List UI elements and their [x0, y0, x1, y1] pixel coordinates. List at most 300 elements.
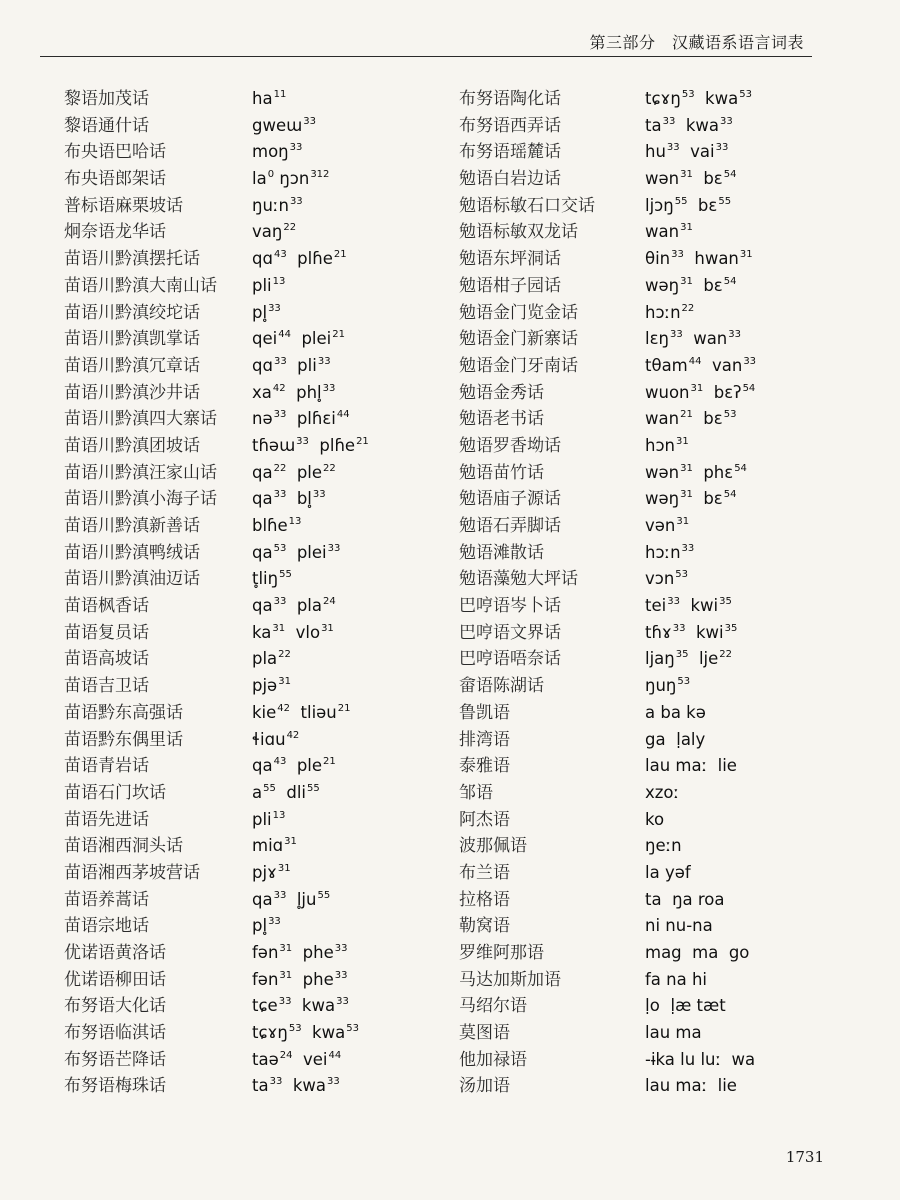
- syllable: kwa: [291, 996, 336, 1016]
- language-name: 布努语临淇话: [64, 1023, 166, 1044]
- language-name: 苗语川黔滇摆托话: [64, 249, 200, 270]
- language-name: 布央语郎架话: [64, 169, 166, 190]
- transcription: [252, 139, 302, 169]
- tone-number: 53: [681, 89, 695, 100]
- language-name: 苗语川黔滇油迈话: [64, 569, 200, 590]
- tone-number: 33: [312, 489, 326, 501]
- language-name: 勉语藻勉大坪话: [459, 569, 578, 590]
- tone-number: 33: [334, 943, 348, 954]
- syllable: ŋɔn: [274, 169, 310, 189]
- language-name: 苗语川黔滇汪家山话: [64, 462, 217, 483]
- transcription: [252, 380, 335, 410]
- syllable: pl̥: [252, 916, 268, 936]
- syllable: hwan: [683, 249, 739, 269]
- transcription: [645, 246, 753, 276]
- transcription: [645, 86, 752, 116]
- syllable: bɛʔ: [703, 382, 742, 402]
- tone-number: 21: [356, 435, 369, 447]
- language-name: 优诺语黄洛话: [64, 943, 166, 963]
- language-name: 勉语滩散话: [459, 542, 544, 563]
- tone-number: 31: [680, 489, 693, 501]
- transcription: [252, 593, 336, 623]
- syllable: bɛ: [687, 195, 718, 215]
- syllable: tɦəɯ: [252, 435, 296, 455]
- language-name: 黎语通什话: [64, 115, 149, 136]
- transcription: [252, 219, 296, 249]
- syllable: blɦe: [252, 516, 288, 535]
- tone-number: 22: [273, 462, 287, 474]
- transcription: [252, 940, 347, 970]
- tone-number: 31: [279, 969, 293, 981]
- transcription: [252, 486, 326, 516]
- transcription: [252, 326, 345, 356]
- syllable: nə: [252, 409, 273, 429]
- transcription: [252, 753, 336, 783]
- tone-number: 33: [322, 382, 336, 394]
- language-name: 波那佩语: [459, 836, 527, 857]
- syllable: gweɯ: [252, 115, 303, 135]
- tone-number: 53: [675, 569, 689, 581]
- language-name: 畲语陈湖话: [459, 676, 544, 697]
- transcription: [645, 139, 728, 169]
- tone-number: 31: [272, 622, 286, 634]
- syllable: fa na hi: [645, 969, 708, 989]
- syllable: bɛ: [692, 409, 723, 429]
- syllable: qɑ: [252, 249, 273, 269]
- tone-number: 33: [268, 916, 281, 928]
- syllable: xzoː: [645, 782, 680, 802]
- syllable: plei: [290, 329, 332, 349]
- tone-number: 31: [278, 676, 291, 688]
- transcription: [645, 673, 690, 703]
- tone-number: 33: [743, 355, 757, 367]
- language-name: 勉语罗香坳话: [459, 435, 561, 456]
- tone-number: 33: [303, 115, 316, 127]
- syllable: vlo: [285, 622, 321, 642]
- tone-number: 33: [681, 542, 695, 554]
- transcription: [252, 460, 336, 490]
- tone-number: 44: [688, 355, 702, 367]
- syllable: ple: [286, 756, 323, 776]
- syllable: pjɤ: [252, 862, 277, 882]
- transcription: [252, 887, 330, 917]
- tone-number: 11: [273, 89, 287, 100]
- syllable: a: [252, 782, 263, 802]
- transcription: [645, 1047, 755, 1074]
- language-name: 苗语先进话: [64, 809, 149, 830]
- language-name: 勉语金门览金话: [459, 302, 578, 323]
- syllable: plɦe: [286, 249, 333, 269]
- tone-number: 55: [317, 889, 331, 901]
- transcription: [252, 246, 347, 276]
- syllable: ga ḷaly: [645, 729, 706, 749]
- language-name: 苗语枫香话: [64, 596, 149, 617]
- language-name: 苗语湘西茅坡营话: [64, 862, 200, 883]
- syllable: kwa: [694, 89, 739, 108]
- tone-number: 22: [719, 649, 733, 661]
- transcription: [252, 807, 285, 837]
- tone-number: 35: [724, 622, 738, 634]
- language-name: 优诺语柳田话: [64, 969, 166, 990]
- tone-number: 31: [279, 943, 293, 954]
- tone-number: 54: [742, 382, 756, 394]
- language-name: 勉语苗竹话: [459, 462, 544, 483]
- transcription: [252, 620, 334, 650]
- syllable: ple: [286, 462, 323, 482]
- transcription: [252, 540, 340, 570]
- tone-number: 312: [310, 169, 330, 181]
- syllable: vei: [292, 1049, 328, 1069]
- tone-number: 53: [677, 676, 691, 688]
- tone-number: 33: [672, 622, 686, 634]
- language-name: 勉语金门新寨话: [459, 329, 578, 350]
- transcription: [645, 807, 664, 834]
- tone-number: 33: [336, 996, 349, 1008]
- transcription: [252, 673, 291, 703]
- tone-number: 44: [336, 409, 350, 421]
- tone-number: 33: [326, 1076, 340, 1088]
- tone-number: 31: [284, 836, 297, 848]
- syllable: kwa: [282, 1076, 326, 1096]
- transcription: [645, 513, 689, 543]
- transcription: [645, 193, 731, 223]
- syllable: ka: [252, 622, 272, 642]
- language-name: 布努语芒降话: [64, 1049, 166, 1070]
- syllable: vən: [645, 516, 676, 535]
- syllable: t̥liŋ: [252, 569, 279, 589]
- syllable: tɦɤ: [645, 622, 672, 642]
- transcription: [645, 166, 736, 196]
- language-name: 排湾语: [459, 729, 510, 750]
- syllable: ŋuŋ: [645, 676, 677, 696]
- language-name: 罗维阿那语: [459, 943, 544, 963]
- language-name: 勉语标敏石口交话: [459, 195, 595, 216]
- tone-number: 42: [277, 702, 291, 714]
- tone-number: 33: [728, 329, 741, 341]
- tone-number: 31: [277, 862, 291, 874]
- syllable: θin: [645, 249, 671, 269]
- language-name: 黎语加茂话: [64, 89, 149, 109]
- language-name: 苗语川黔滇新善话: [64, 516, 200, 536]
- syllable: phl̥: [285, 382, 322, 402]
- transcription: [645, 967, 707, 994]
- tone-number: 54: [723, 489, 737, 501]
- syllable: wən: [645, 462, 680, 482]
- tone-number: 33: [273, 489, 287, 501]
- transcription: [252, 166, 329, 196]
- syllable: wan: [645, 222, 680, 242]
- syllable: qa: [252, 756, 273, 776]
- language-name: 鲁凯语: [459, 702, 510, 723]
- transcription: [645, 993, 726, 1020]
- transcription: [645, 940, 749, 967]
- tone-number: 21: [680, 409, 693, 421]
- transcription: [645, 780, 679, 807]
- syllable: ŋuːn: [252, 195, 289, 215]
- language-name: 布央语巴哈话: [64, 142, 166, 163]
- syllable: phe: [292, 943, 334, 962]
- tone-number: 33: [278, 996, 292, 1008]
- syllable: lɛŋ: [645, 329, 669, 349]
- syllable: tɕɤŋ: [252, 1023, 288, 1043]
- transcription: [645, 326, 741, 356]
- syllable: ljɔŋ: [645, 195, 674, 215]
- syllable: vai: [679, 142, 715, 162]
- transcription: [252, 193, 303, 223]
- language-name: 苗语川黔滇四大寨话: [64, 409, 217, 430]
- transcription: [645, 1073, 737, 1100]
- syllable: tɕe: [252, 996, 278, 1016]
- syllable: wəŋ: [645, 275, 680, 295]
- language-name: 苗语黔东高强话: [64, 702, 183, 723]
- syllable: ta ŋa roa: [645, 889, 725, 909]
- syllable: moŋ: [252, 142, 289, 162]
- language-name: 苗语吉卫话: [64, 676, 149, 697]
- tone-number: 35: [719, 596, 732, 608]
- transcription: [252, 780, 320, 810]
- transcription: [645, 593, 732, 623]
- transcription: [645, 833, 682, 860]
- syllable: lau maː lie: [645, 756, 737, 776]
- syllable: bɛ: [692, 489, 723, 509]
- transcription: [645, 380, 755, 410]
- syllable: la: [252, 169, 267, 189]
- tone-number: 53: [273, 542, 287, 554]
- tone-number: 42: [286, 729, 300, 741]
- transcription: [252, 700, 351, 730]
- syllable: la yəf: [645, 862, 691, 882]
- syllable: pli: [252, 809, 272, 829]
- syllable: dli: [275, 782, 306, 802]
- language-name: 巴哼语文界话: [459, 622, 561, 643]
- transcription: [252, 913, 281, 943]
- syllable: plɦe: [308, 435, 356, 455]
- transcription: [645, 353, 756, 383]
- tone-number: 33: [666, 142, 680, 154]
- transcription: [645, 887, 725, 914]
- syllable: lau ma: [645, 1023, 702, 1043]
- transcription: [252, 967, 347, 997]
- syllable: qa: [252, 489, 273, 509]
- language-name: 苗语川黔滇大南山话: [64, 275, 217, 296]
- language-name: 布努语梅珠话: [64, 1076, 166, 1097]
- tone-number: 33: [296, 435, 309, 447]
- tone-number: 33: [269, 1076, 283, 1088]
- tone-number: 22: [323, 462, 336, 474]
- tone-number: 31: [680, 275, 693, 287]
- language-name: 苗语复员话: [64, 622, 149, 643]
- tone-number: 24: [323, 596, 336, 608]
- tone-number: 53: [346, 1023, 359, 1035]
- tone-number: 21: [323, 756, 336, 768]
- syllable: qɑ: [252, 355, 273, 375]
- tone-number: 21: [337, 702, 351, 714]
- transcription: [252, 993, 349, 1023]
- tone-number: 33: [273, 596, 287, 608]
- syllable: hu: [645, 142, 666, 162]
- transcription: [252, 833, 297, 863]
- language-name: 勉语白岩边话: [459, 169, 561, 190]
- syllable: xa: [252, 382, 272, 402]
- tone-number: 44: [328, 1049, 342, 1061]
- transcription: [645, 753, 737, 780]
- header-title: 第三部分 汉藏语系语言词表: [589, 33, 804, 52]
- syllable: pla: [286, 596, 322, 616]
- tone-number: 55: [263, 782, 276, 794]
- language-name: 炯奈语龙华话: [64, 222, 166, 243]
- syllable: vɔn: [645, 569, 675, 589]
- transcription: [252, 513, 301, 543]
- syllable: wan: [645, 409, 680, 429]
- language-name: 布兰语: [459, 862, 510, 883]
- transcription: [645, 646, 732, 676]
- tone-number: 33: [334, 969, 348, 981]
- syllable: pl̥: [252, 302, 268, 322]
- syllable: kwi: [685, 622, 724, 642]
- syllable: kwa: [675, 115, 719, 135]
- transcription: [252, 1047, 341, 1077]
- syllable: phɛ: [692, 462, 734, 482]
- syllable: qa: [252, 596, 273, 616]
- tone-number: 0: [267, 169, 275, 181]
- language-name: 勉语庙子源话: [459, 489, 561, 510]
- transcription: [645, 860, 691, 887]
- language-name: 勉语金秀话: [459, 382, 544, 403]
- syllable: van: [701, 355, 743, 375]
- syllable: wuon: [645, 382, 690, 402]
- transcription: [252, 727, 299, 757]
- syllable: pla: [252, 649, 278, 669]
- tone-number: 31: [321, 622, 334, 634]
- syllable: qa: [252, 889, 273, 909]
- tone-number: 33: [719, 115, 733, 127]
- transcription: [645, 460, 747, 490]
- syllable: bɛ: [692, 275, 723, 295]
- tone-number: 22: [681, 302, 695, 314]
- language-name: 勉语柑子园话: [459, 275, 561, 296]
- syllable: l̥ju: [286, 889, 317, 909]
- transcription: [252, 300, 281, 330]
- transcription: [645, 727, 705, 754]
- tone-number: 33: [273, 889, 287, 901]
- syllable: taə: [252, 1049, 279, 1069]
- tone-number: 33: [273, 409, 287, 421]
- tone-number: 31: [680, 222, 693, 234]
- transcription: [645, 219, 693, 249]
- tone-number: 55: [279, 569, 292, 581]
- transcription: [645, 913, 713, 940]
- language-name: 苗语养蒿话: [64, 889, 149, 910]
- language-name: 苗语川黔滇鸭绒话: [64, 542, 200, 563]
- language-name: 勉语标敏双龙话: [459, 222, 578, 243]
- syllable: bl̥: [286, 489, 312, 509]
- transcription: [252, 1073, 340, 1103]
- syllable: vaŋ: [252, 222, 283, 242]
- tone-number: 33: [715, 142, 729, 154]
- language-name: 苗语川黔滇小海子话: [64, 489, 217, 510]
- tone-number: 33: [289, 195, 303, 207]
- tone-number: 43: [273, 756, 287, 768]
- language-name: 他加禄语: [459, 1049, 527, 1070]
- tone-number: 44: [278, 329, 291, 341]
- tone-number: 22: [283, 222, 297, 234]
- transcription: [252, 566, 292, 596]
- syllable: ta: [252, 1076, 269, 1096]
- tone-number: 33: [667, 596, 680, 608]
- language-name: 马绍尔语: [459, 996, 527, 1017]
- tone-number: 33: [327, 542, 341, 554]
- tone-number: 33: [317, 355, 331, 367]
- tone-number: 43: [273, 249, 287, 261]
- language-name: 勉语东坪洞话: [459, 249, 561, 270]
- tone-number: 53: [288, 1023, 302, 1035]
- tone-number: 33: [273, 355, 287, 367]
- syllable: tliəu: [290, 702, 337, 722]
- syllable: tɕɤŋ: [645, 89, 681, 108]
- syllable: plei: [286, 542, 327, 562]
- language-name: 苗语高坡话: [64, 649, 149, 670]
- language-name: 苗语石门坎话: [64, 782, 166, 803]
- transcription: [645, 540, 694, 570]
- tone-number: 35: [675, 649, 689, 661]
- tone-number: 53: [739, 89, 752, 100]
- tone-number: 22: [278, 649, 291, 661]
- language-name: 泰雅语: [459, 756, 510, 777]
- language-name: 苗语湘西洞头话: [64, 836, 183, 857]
- tone-number: 31: [690, 382, 704, 394]
- syllable: qa: [252, 542, 273, 562]
- syllable: hɔːn: [645, 302, 681, 322]
- syllable: fən: [252, 969, 279, 989]
- tone-number: 42: [272, 382, 286, 394]
- tone-number: 31: [739, 249, 753, 261]
- transcription: [252, 646, 291, 676]
- running-header: [40, 30, 812, 57]
- language-name: 勒窝语: [459, 916, 510, 937]
- tone-number: 13: [272, 809, 286, 821]
- tone-number: 33: [669, 329, 683, 341]
- language-name: 布努语陶化话: [459, 89, 561, 109]
- transcription: [252, 273, 285, 303]
- syllable: phe: [292, 969, 334, 989]
- syllable: kwa: [301, 1023, 346, 1043]
- transcription: [645, 406, 736, 436]
- language-name: 巴哼语唔奈话: [459, 649, 561, 670]
- transcription: [645, 300, 694, 330]
- transcription: [252, 353, 331, 383]
- language-name: 莫图语: [459, 1023, 510, 1044]
- transcription: [252, 860, 291, 890]
- tone-number: 33: [662, 115, 676, 127]
- language-name: 布努语瑶麓话: [459, 142, 561, 163]
- syllable: wəŋ: [645, 489, 680, 509]
- tone-number: 54: [723, 169, 737, 181]
- language-name: 拉格语: [459, 889, 510, 910]
- tone-number: 53: [723, 409, 737, 421]
- transcription: [645, 433, 689, 463]
- language-name: 苗语黔东偶里话: [64, 729, 183, 750]
- syllable: ljaŋ: [645, 649, 675, 669]
- transcription: [252, 113, 316, 143]
- syllable: a ba kə: [645, 702, 706, 722]
- tone-number: 31: [675, 435, 689, 447]
- tone-number: 33: [268, 302, 281, 314]
- syllable: kwi: [679, 596, 719, 616]
- syllable: ḷo ḷæ tæt: [645, 996, 726, 1016]
- transcription: [645, 700, 706, 727]
- language-name: 苗语川黔滇沙井话: [64, 382, 200, 403]
- language-name: 苗语川黔滇凯掌话: [64, 329, 200, 350]
